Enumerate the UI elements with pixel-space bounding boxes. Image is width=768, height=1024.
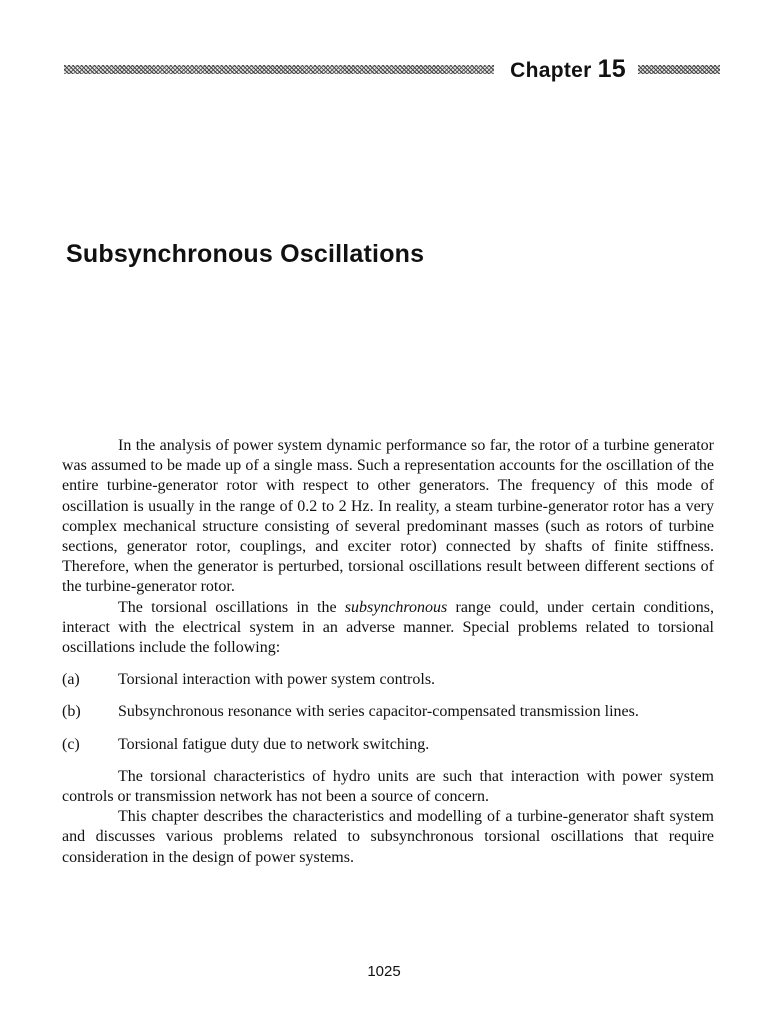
chapter-title: Subsynchronous Oscillations xyxy=(66,240,425,268)
problem-list xyxy=(62,670,714,755)
header-rule-left xyxy=(64,65,494,74)
list-item-text: Torsional interaction with power system controls. xyxy=(118,671,436,689)
body-text xyxy=(62,436,714,868)
paragraph-torsional-start: The torsional oscillations in the xyxy=(118,598,345,616)
chapter-label xyxy=(510,55,626,84)
chapter-word: Chapter xyxy=(510,58,592,82)
list-marker: (b) xyxy=(62,703,81,721)
list-item-text: Subsynchronous resonance with series capacitor-compensated transmission lines. xyxy=(118,703,639,721)
chapter-number: 15 xyxy=(597,54,626,83)
list-item-text: Torsional fatigue duty due to network switching. xyxy=(118,735,430,753)
list-item xyxy=(62,702,714,722)
paragraph-intro: In the analysis of power system dynamic performance so far, the rotor of a turbine generator was assumed to be made up of a single mass. Such a representation accounts for the oscillation of the entire turbine-generator rotor with respect to other generators. The frequency of this mode of oscillation is usually in the range of 0.2 to 2 Hz. In reality, a steam turbine-generator rotor has a very complex mechanical structure consisting of several predominant masses (such as rotors of turbine sections, generator rotor, couplings, and exciter rotor) connected by shafts of finite stiffness. Therefore, when the generator is perturbed, torsional oscillations result between different sections of the turbine-generator rotor. xyxy=(62,437,714,596)
paragraph-chapter-overview: This chapter describes the characteristics and modelling of a turbine-generator shaft system and discusses various problems related to subsynchronous torsional oscillations that require consideration in the design of power systems. xyxy=(62,808,714,866)
paragraph-torsional-end: range could, under certain conditions, interact with the electrical system in an adverse manner. Special problems related to torsional oscillations include the following: xyxy=(62,598,714,657)
list-item xyxy=(62,735,714,755)
header-rule-right xyxy=(638,65,720,74)
chapter-header xyxy=(64,52,720,86)
term-subsynchronous: subsynchronous xyxy=(344,598,448,616)
list-item xyxy=(62,670,714,690)
paragraph-torsional xyxy=(62,598,714,659)
paragraph-hydro: The torsional characteristics of hydro units are such that interaction with power system controls or transmission network has not been a source of concern. xyxy=(62,767,714,806)
list-marker: (c) xyxy=(62,735,80,753)
list-marker: (a) xyxy=(62,671,80,689)
page-number: 1025 xyxy=(367,963,401,980)
